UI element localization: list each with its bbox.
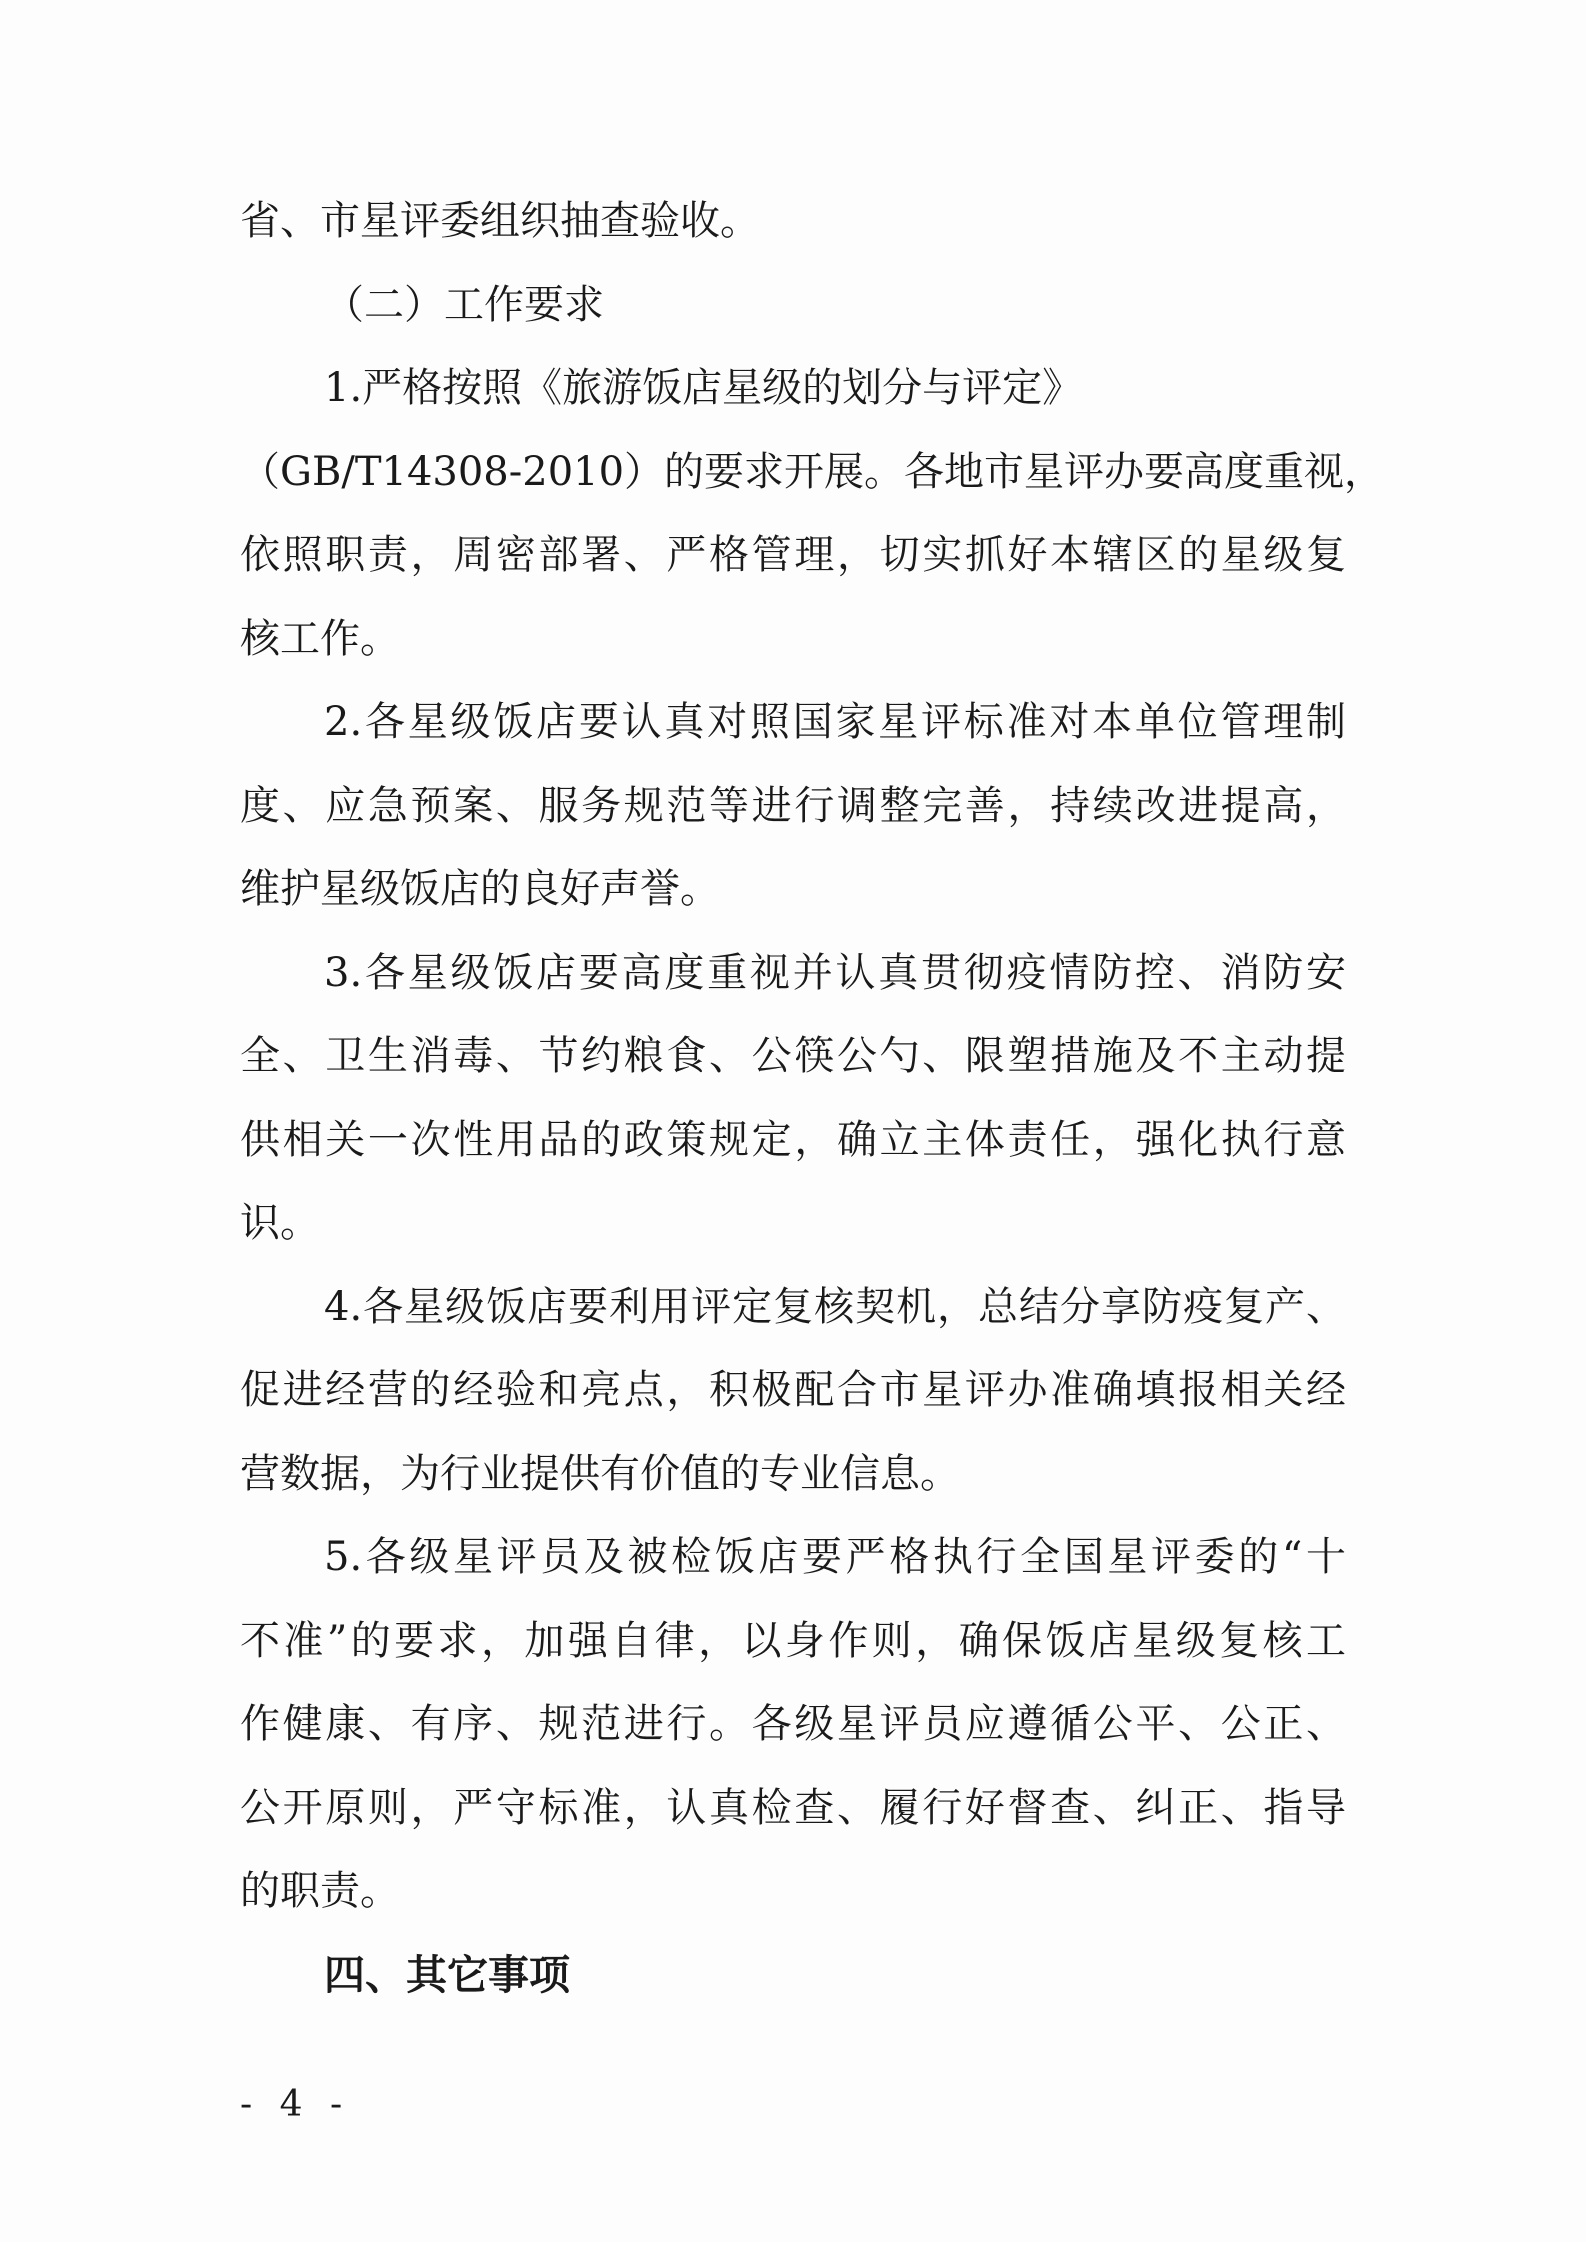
- text-line: 的职责。: [240, 1868, 400, 1914]
- text-line: 维护星级饭店的良好声誉。: [240, 866, 720, 912]
- text-line: 供相关一次性用品的政策规定，确立主体责任，强化执行意: [240, 1116, 1346, 1163]
- text-line: 3.各星级饭店要高度重视并认真贯彻疫情防控、消防安: [324, 949, 1346, 996]
- text-line: 2.各星级饭店要认真对照国家星评标准对本单位管理制: [324, 699, 1346, 745]
- text-line: 核工作。: [240, 615, 400, 662]
- text-line: 公开原则，严守标准，认真检查、履行好督查、纠正、指导: [240, 1784, 1346, 1831]
- text-line: 5.各级星评员及被检饭店要严格执行全国星评委的“十: [324, 1534, 1346, 1580]
- text-line: 1.严格按照《旅游饭店星级的划分与评定》: [324, 365, 1083, 411]
- text-line: 度、应急预案、服务规范等进行调整完善，持续改进提高，: [240, 782, 1346, 829]
- text-line: 营数据，为行业提供有价值的专业信息。: [240, 1450, 960, 1497]
- text-line: 识。: [240, 1200, 320, 1246]
- page-number: - 4 -: [240, 2084, 351, 2125]
- section-heading: 四、其它事项: [324, 1950, 570, 1999]
- text-line: 省、市星评委组织抽查验收。: [240, 198, 760, 244]
- text-line: 促进经营的经验和亮点，积极配合市星评办准确填报相关经: [240, 1367, 1346, 1413]
- text-line: 作健康、有序、规范进行。各级星评员应遵循公平、公正、: [240, 1701, 1346, 1747]
- text-line: 4.各星级饭店要利用评定复核契机，总结分享防疫复产、: [324, 1283, 1346, 1330]
- text-line: （GB/T14308-2010）的要求开展。各地市星评办要高度重视，: [240, 448, 1385, 495]
- text-line: 依照职责，周密部署、严格管理，切实抓好本辖区的星级复: [240, 532, 1346, 578]
- document-body: [240, 180, 1385, 2017]
- text-line: 不准”的要求，加强自律，以身作则，确保饭店星级复核工: [240, 1617, 1346, 1664]
- subsection-heading: （二）工作要求: [324, 281, 604, 328]
- text-line: 全、卫生消毒、节约粮食、公筷公勺、限塑措施及不主动提: [240, 1033, 1346, 1079]
